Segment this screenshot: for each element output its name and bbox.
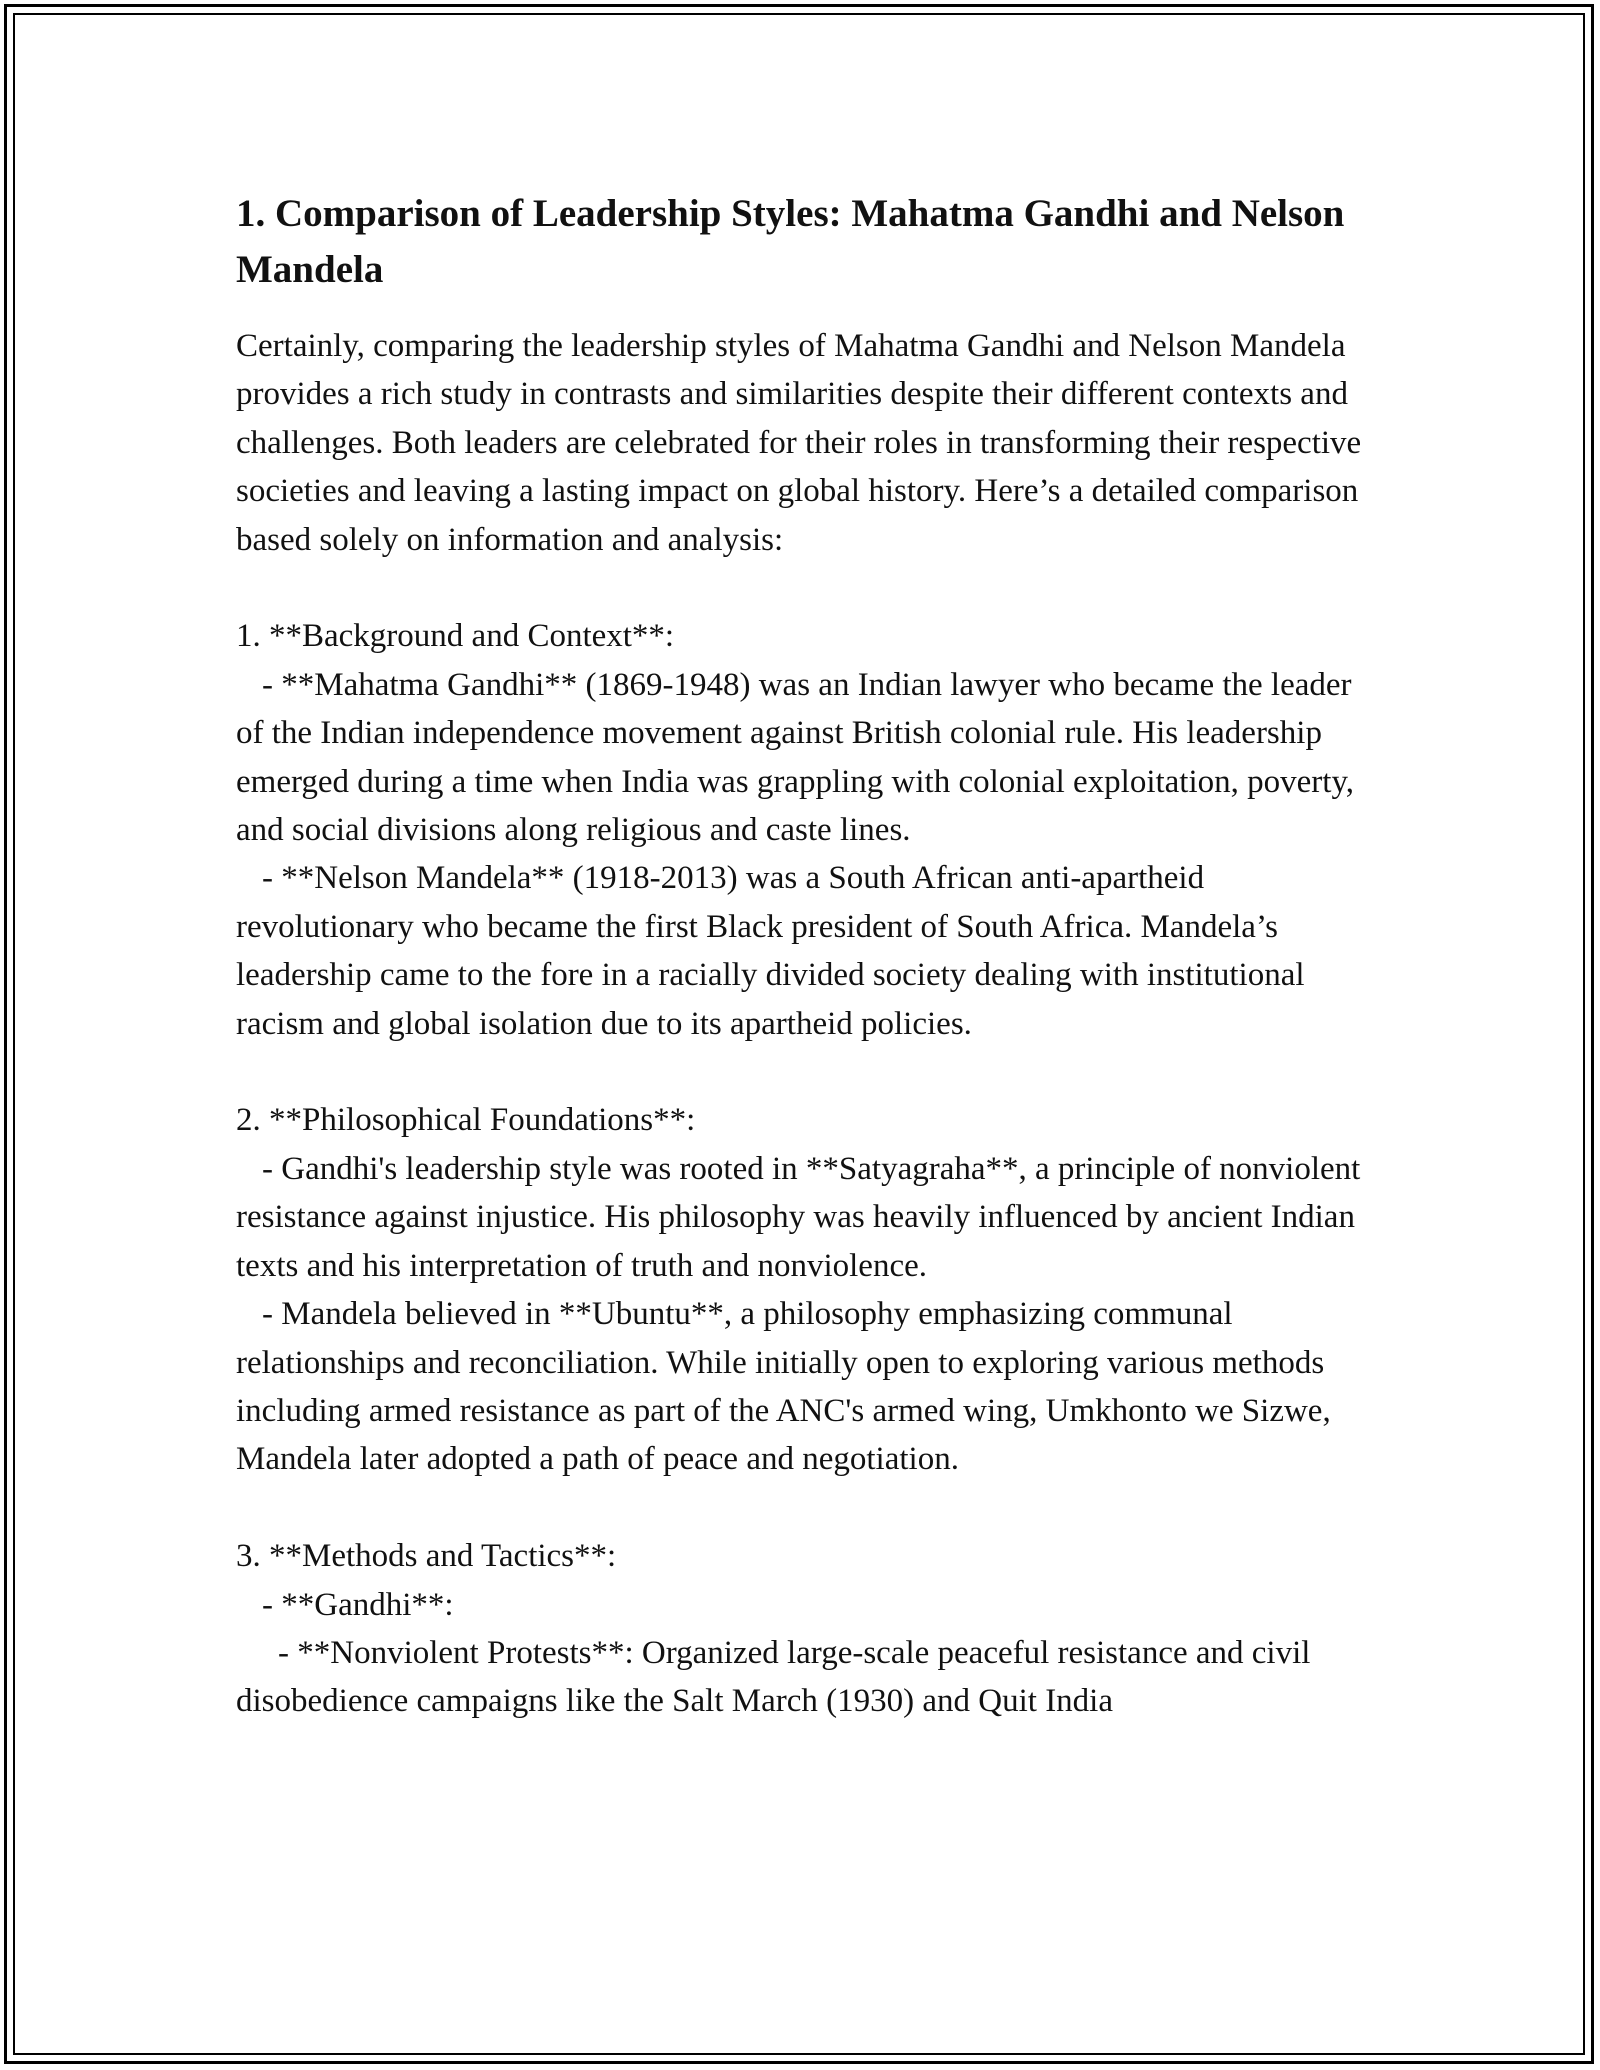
subheading-gandhi-methods: - **Gandhi**: <box>262 1586 454 1623</box>
bullet-gandhi-background: - **Mahatma Gandhi** (1869-1948) was an Indian lawyer who became the leader of the Indian independence movement against British colonial rule. His leadership emerged during a time when India was grappling with colonial exploitation, poverty, and social divisions along religious and caste lines. <box>236 666 1355 849</box>
bullet-mandela-background: - **Nelson Mandela** (1918-2013) was a South African anti-apartheid revolutionary who became the first Black president of South Africa. Mandela’s leadership came to the fore in a racially divided society dealing with institutional racism and global isolation due to its apartheid policies. <box>236 860 1305 1042</box>
section-heading-philosophy: 2. **Philosophical Foundations**: <box>236 1102 696 1139</box>
spacer <box>236 1048 1376 1096</box>
spacer <box>236 564 1376 612</box>
document-body <box>236 186 1376 1726</box>
document-title: 1. Comparison of Leadership Styles: Mahatma Gandhi and Nelson Mandela <box>236 192 1345 291</box>
intro-paragraph: Certainly, comparing the leadership styles of Mahatma Gandhi and Nelson Mandela provides a rich study in contrasts and similarities despite their different contexts and challenges. Both leaders are celebrated for their roles in transforming their respective societies and leaving a lasting impact on global history. Here’s a detailed comparison based solely on information and analysis: <box>236 328 1362 558</box>
bullet-gandhi-philosophy: - Gandhi's leadership style was rooted in **Satyagraha**, a principle of nonviolent resistance against injustice. His philosophy was heavily influenced by ancient Indian texts and his interpretation of truth and nonviolence. <box>236 1150 1361 1284</box>
spacer <box>236 1484 1376 1532</box>
section-heading-background: 1. **Background and Context**: <box>236 618 675 655</box>
bullet-mandela-philosophy: - Mandela believed in **Ubuntu**, a philosophy emphasizing communal relationships and reconciliation. While initially open to exploring various methods including armed resistance as part of the ANC's armed wing, Umkhonto we Sizwe, Mandela later adopted a path of peace and negotiation. <box>236 1296 1331 1478</box>
section-heading-methods: 3. **Methods and Tactics**: <box>236 1538 617 1575</box>
bullet-nonviolent-protests: - **Nonviolent Protests**: Organized large-scale peaceful resistance and civil disobedience campaigns like the Salt March (1930) and Quit India <box>236 1634 1311 1720</box>
